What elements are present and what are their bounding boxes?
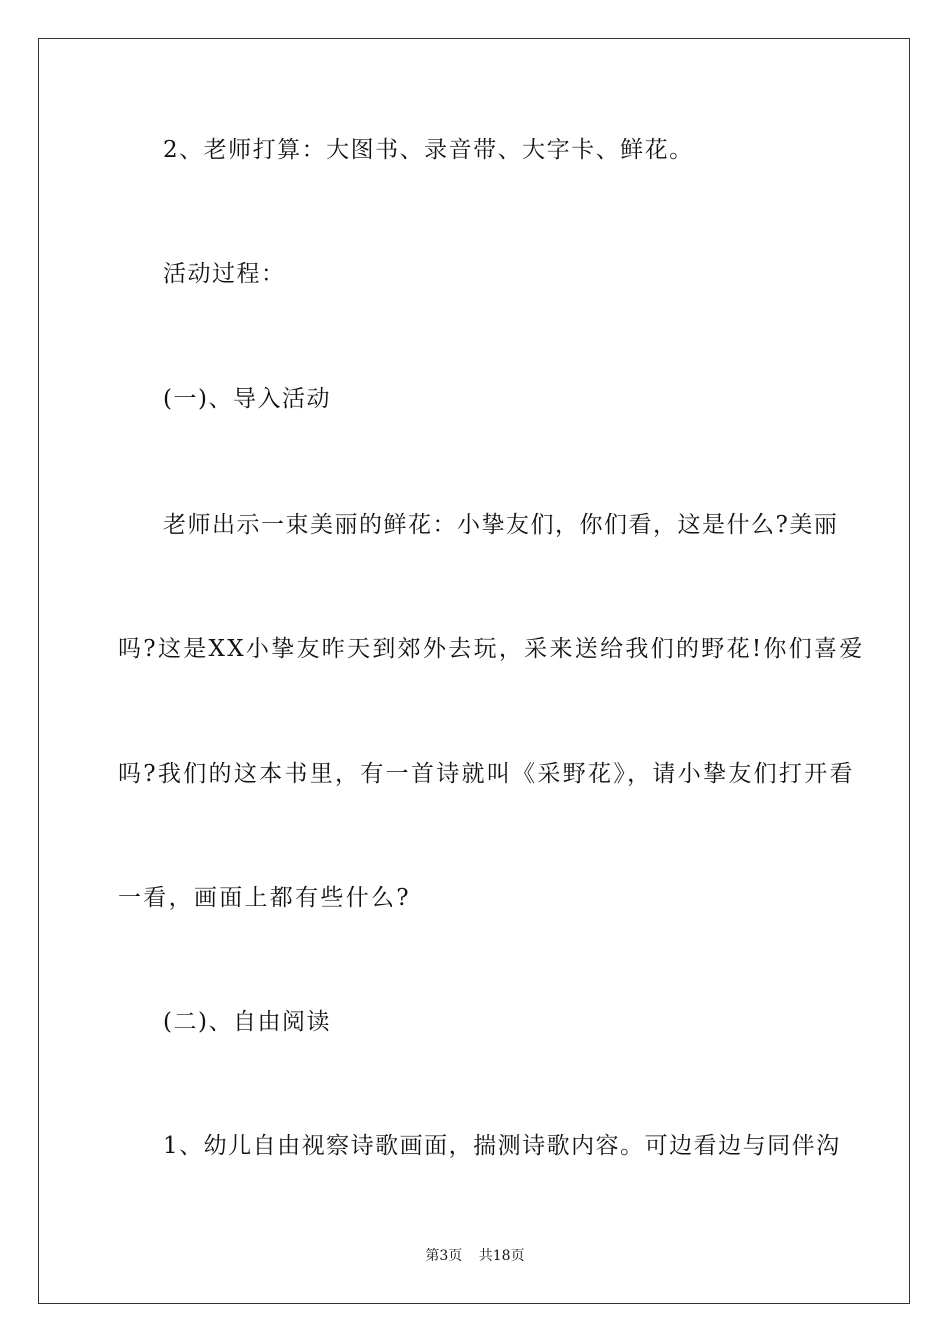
page-total: 共18页 — [478, 1248, 525, 1264]
page-footer — [0, 1247, 950, 1265]
paragraph-line: 老师出示一束美丽的鲜花：小挚友们，你们看，这是什么?美丽 — [163, 512, 839, 538]
heading-section-one: (一)、导入活动 — [163, 386, 331, 412]
heading-activity-process: 活动过程： — [163, 261, 286, 287]
paragraph-line: 吗?我们的这本书里，有一首诗就叫《采野花》，请小挚友们打开看 — [118, 761, 855, 787]
paragraph-line: 一看，画面上都有些什么? — [118, 885, 411, 911]
page-border — [38, 38, 910, 1304]
paragraph-line: 1、幼儿自由视察诗歌画面，揣测诗歌内容。可边看边与同伴沟 — [163, 1133, 841, 1159]
paragraph-line: 吗?这是XX小挚友昨天到郊外去玩，采来送给我们的野花!你们喜爱 — [118, 636, 865, 662]
paragraph-materials: 2、老师打算：大图书、录音带、大字卡、鲜花。 — [163, 137, 694, 163]
page-number: 第3页 — [425, 1248, 463, 1264]
heading-section-two: (二)、自由阅读 — [163, 1009, 331, 1035]
